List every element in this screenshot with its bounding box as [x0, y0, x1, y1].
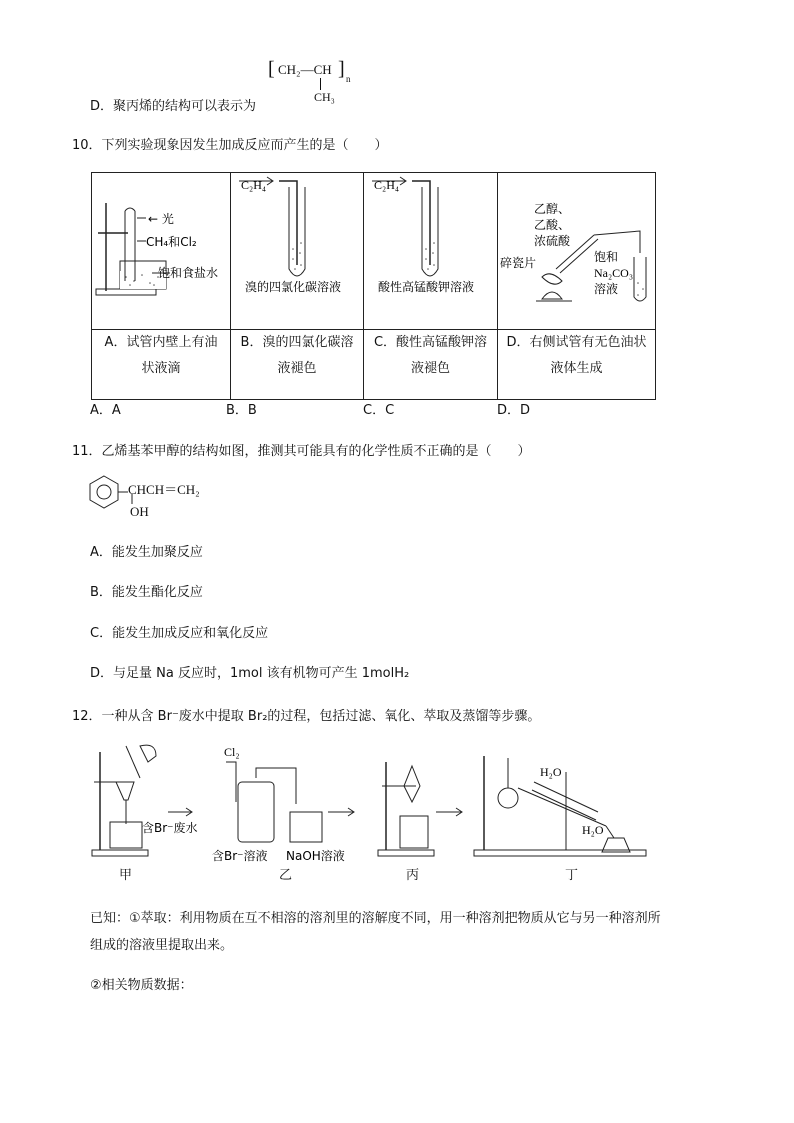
caption-d-line2: 液体生成: [550, 361, 603, 376]
bromine-ccl4-apparatus: [231, 173, 363, 325]
kmno4-apparatus: [364, 173, 497, 325]
q10-caption-d: [498, 330, 656, 400]
formula-methyl: CH₃: [314, 90, 335, 104]
caption-c-line1: C．酸性高锰酸钾溶: [373, 335, 488, 350]
caption-d-line1: D．右侧试管有无色油状: [506, 335, 647, 350]
q11-stem: 11．乙烯基苯甲醇的结构如图，推测其可能具有的化学性质不正确的是（ ）: [72, 444, 531, 459]
methane-chlorination-apparatus: [92, 173, 230, 325]
q10-experiment-table: [91, 172, 656, 400]
label-na2co3: Na₂CO₃: [594, 266, 634, 280]
q9-option-d: D．聚丙烯的结构可以表示为: [90, 99, 257, 114]
q10-stem: 10．下列实验现象因发生加成反应而产生的是（ ）: [72, 138, 388, 153]
q10-apparatus-a: [92, 173, 231, 330]
known-line-2: 组成的溶液里提取出来。: [90, 938, 234, 953]
stage-label-jia: 甲: [119, 868, 133, 883]
q11-option-c: C．能发生加成反应和氧化反应: [90, 626, 269, 641]
q12-process-diagram: [86, 742, 666, 882]
formula-n: n: [346, 74, 351, 84]
q10-option-b: B．B: [226, 403, 257, 418]
formula-main: CH₂—CH: [278, 62, 332, 77]
stage-label-bing: 丙: [406, 868, 420, 883]
q10-caption-b: [231, 330, 364, 400]
label-kmno4: 酸性高锰酸钾溶液: [378, 280, 475, 294]
caption-b-line2: 液褪色: [277, 361, 317, 376]
q11-option-b: B．能发生酯化反应: [90, 585, 203, 600]
caption-c-line2: 液褪色: [410, 361, 450, 376]
formula-bracket-right: ]: [338, 58, 345, 80]
label-ethanol: 乙醇、: [534, 202, 571, 216]
q10-option-a: A．A: [90, 403, 121, 418]
q10-apparatus-c: [364, 173, 498, 330]
label-solution: 溶液: [594, 282, 619, 296]
stage-oxidation: [212, 745, 345, 863]
q11-option-d: D．与足量 Na 反应时，1mol 该有机物可产生 1molH₂: [90, 666, 410, 681]
label-light: ← 光: [148, 212, 174, 226]
caption-a-line2: 状液滴: [141, 361, 181, 376]
caption-a-line1: A．试管内壁上有油: [104, 335, 218, 350]
stage-distillation: [474, 756, 646, 856]
known-line-1: 已知：①萃取：利用物质在互不相溶的溶剂里的溶解度不同，用一种溶剂把物质从它与另一种溶剂所: [90, 911, 661, 926]
q10-caption-c: [364, 330, 498, 400]
stage-extraction: [378, 762, 434, 856]
label-naoh: NaOH溶液: [286, 849, 345, 863]
label-ch4-cl2: CH₄和Cl₂: [146, 235, 197, 249]
stage-label-yi: 乙: [279, 868, 293, 883]
label-water-in: H₂O: [582, 823, 604, 837]
label-waste-water: 含Br⁻废水: [142, 821, 198, 835]
q11-formula-oh: OH: [130, 504, 149, 519]
q10-option-c: C．C: [363, 403, 395, 418]
label-acetic-acid: 乙酸、: [534, 218, 571, 232]
label-br-ccl4: 溴的四氯化碳溶液: [245, 280, 342, 294]
q10-apparatus-d: [498, 173, 656, 330]
q11-formula-top: CHCH＝CH₂: [128, 482, 200, 497]
esterification-apparatus: [498, 173, 655, 325]
formula-bond: [320, 78, 321, 90]
q11-option-a: A．能发生加聚反应: [90, 545, 203, 560]
label-saline: 饱和食盐水: [158, 266, 219, 280]
q12-stem: 12．一种从含 Br⁻废水中提取 Br₂的过程，包括过滤、氧化、萃取及蒸馏等步骤。: [72, 709, 541, 724]
label-porcelain: 碎瓷片: [500, 256, 537, 270]
label-water-out: H₂O: [540, 765, 562, 779]
known-item-2: ②相关物质数据：: [90, 978, 193, 993]
formula-bracket-left: [: [268, 58, 275, 80]
label-h2so4: 浓硫酸: [534, 234, 571, 248]
label-c2h4-b: C₂H₄: [241, 178, 267, 192]
label-br-solution: 含Br⁻溶液: [212, 849, 268, 863]
q10-option-d: D．D: [497, 403, 531, 418]
label-c2h4-c: C₂H₄: [374, 178, 400, 192]
label-saturated: 饱和: [594, 250, 619, 264]
q10-caption-a: [92, 330, 231, 400]
polypropylene-formula: [268, 60, 358, 108]
caption-b-line1: B．溴的四氯化碳溶: [240, 335, 354, 350]
label-cl2: Cl₂: [224, 745, 240, 759]
stage-label-ding: 丁: [565, 868, 579, 883]
q10-apparatus-b: [231, 173, 364, 330]
stage-filtration: [92, 745, 198, 856]
